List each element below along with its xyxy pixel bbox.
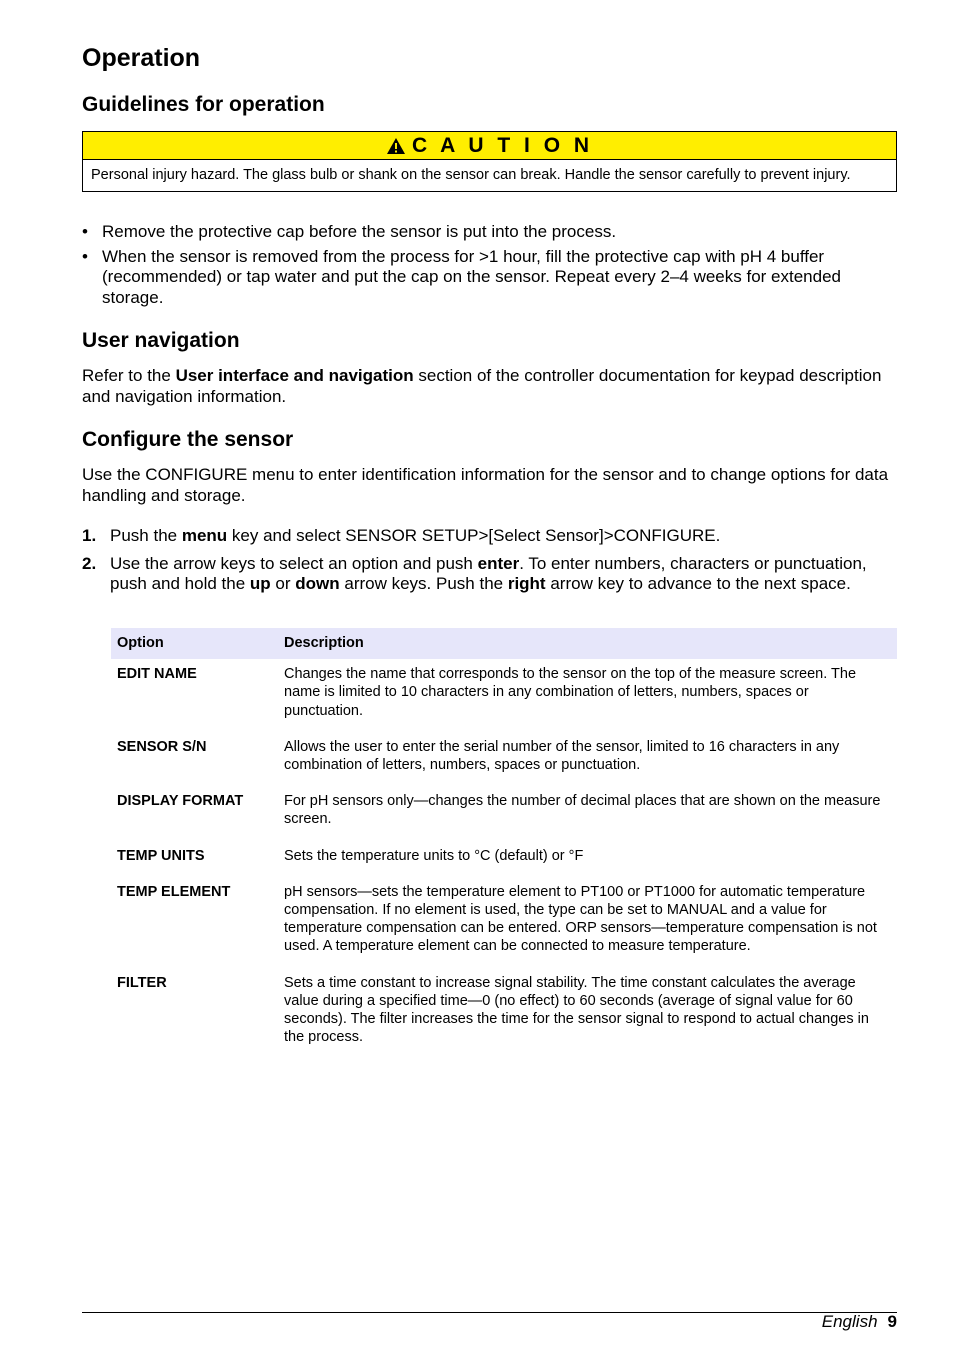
bullet-text: Remove the protective cap before the sensor is put into the process.	[102, 222, 617, 241]
table-row	[111, 786, 897, 840]
section-title: Operation	[82, 44, 201, 72]
text-run: arrow keys. Push the	[339, 574, 508, 593]
bullet-icon: •	[82, 246, 88, 266]
option-name: TEMP ELEMENT	[117, 883, 231, 900]
text-run: key and select SENSOR SETUP>[Select Sensor]>CONFIGURE.	[227, 526, 721, 545]
text-run: arrow key to advance to the next space.	[545, 574, 851, 593]
step-item	[82, 554, 897, 595]
caution-text: Personal injury hazard. The glass bulb or shank on the sensor can break. Handle the sensor carefully to prevent injury.	[91, 167, 851, 183]
bullet-icon: •	[82, 222, 88, 241]
section-reference: User interface and navigation	[175, 366, 414, 385]
guidelines-heading: Guidelines for operation	[82, 93, 325, 116]
table-row	[111, 659, 897, 732]
option-name: DISPLAY FORMAT	[117, 793, 244, 810]
table-row	[111, 841, 897, 877]
key-name: down	[295, 574, 340, 593]
text-run: or	[270, 574, 296, 593]
configure-options-table	[111, 628, 897, 1058]
key-name: up	[249, 574, 271, 593]
option-description: Changes the name that corresponds to the sensor on the top of the measure screen. The name is limited to 10 characters in any combination of letters, numbers, spaces or punctuation.	[284, 666, 857, 719]
user-navigation-heading: User navigation	[82, 329, 240, 352]
column-header-description: Description	[278, 628, 897, 659]
table-row	[111, 732, 897, 786]
column-header-option: Option	[111, 628, 278, 659]
configure-intro: Use the CONFIGURE menu to enter identification information for the sensor and to change options for data handling and storage.	[82, 465, 889, 505]
text-run: Refer to the	[82, 366, 176, 385]
option-description: For pH sensors only—changes the number of decimal places that are shown on the measure screen.	[284, 793, 881, 828]
configure-steps	[82, 526, 897, 602]
guidelines-bullet-list	[82, 222, 897, 312]
text-run: section of the controller documentation for keypad description and navigation information.	[82, 366, 882, 406]
option-description: pH sensors—sets the temperature element to PT100 or PT1000 for automatic temperature compensation. If no element is used, the type can be set to MANUAL and a value for temperature compensation can be entered. ORP sensors—temperature compensation is not used. A temperature element can be connected to measure temperature.	[284, 883, 877, 955]
step-number: 1.	[82, 526, 97, 545]
step-number: 2.	[82, 553, 97, 573]
list-item	[82, 222, 897, 243]
page-number: 9	[887, 1312, 897, 1331]
caution-box	[82, 131, 897, 192]
bullet-text: When the sensor is removed from the process for >1 hour, fill the protective cap with pH 4 buffer (recommended) or tap water and put the cap on the sensor. Repeat every 2–4 weeks for extended storage.	[102, 246, 841, 307]
option-description: Sets the temperature units to °C (default) or °F	[284, 847, 584, 864]
text-run: Push the	[110, 526, 182, 545]
configure-heading: Configure the sensor	[82, 428, 294, 451]
step-item	[82, 526, 897, 547]
option-description: Sets a time constant to increase signal stability. The time constant calculates the average value during a specified time—0 (no effect) to 60 seconds (average of signal value for 60 seconds). The filter increases the time for the sensor signal to respond to actual changes in the process.	[284, 974, 869, 1046]
table-row	[111, 877, 897, 968]
footer-divider	[82, 1312, 897, 1313]
caution-label: C A U T I O N	[411, 133, 594, 157]
user-navigation-text	[82, 366, 897, 407]
option-name: TEMP UNITS	[117, 847, 205, 864]
warning-icon	[386, 137, 406, 155]
text-run: Use the arrow keys to select an option and push	[110, 553, 478, 573]
page-footer	[822, 1312, 897, 1332]
option-name: FILTER	[117, 974, 167, 991]
key-name: enter	[477, 553, 520, 573]
list-item	[82, 247, 897, 309]
table-header-row	[111, 628, 897, 659]
key-name: menu	[181, 526, 228, 545]
option-description: Allows the user to enter the serial number of the sensor, limited to 16 characters in any combination of letters, numbers, spaces or punctuation.	[284, 738, 840, 774]
option-name: SENSOR S/N	[117, 738, 207, 755]
option-name: EDIT NAME	[117, 666, 197, 683]
text-run: . To enter numbers, characters or punctuation, push and hold the	[110, 553, 867, 593]
key-name: right	[507, 574, 546, 593]
footer-language: English	[821, 1312, 878, 1331]
table-row	[111, 968, 897, 1059]
caution-header	[83, 132, 896, 160]
